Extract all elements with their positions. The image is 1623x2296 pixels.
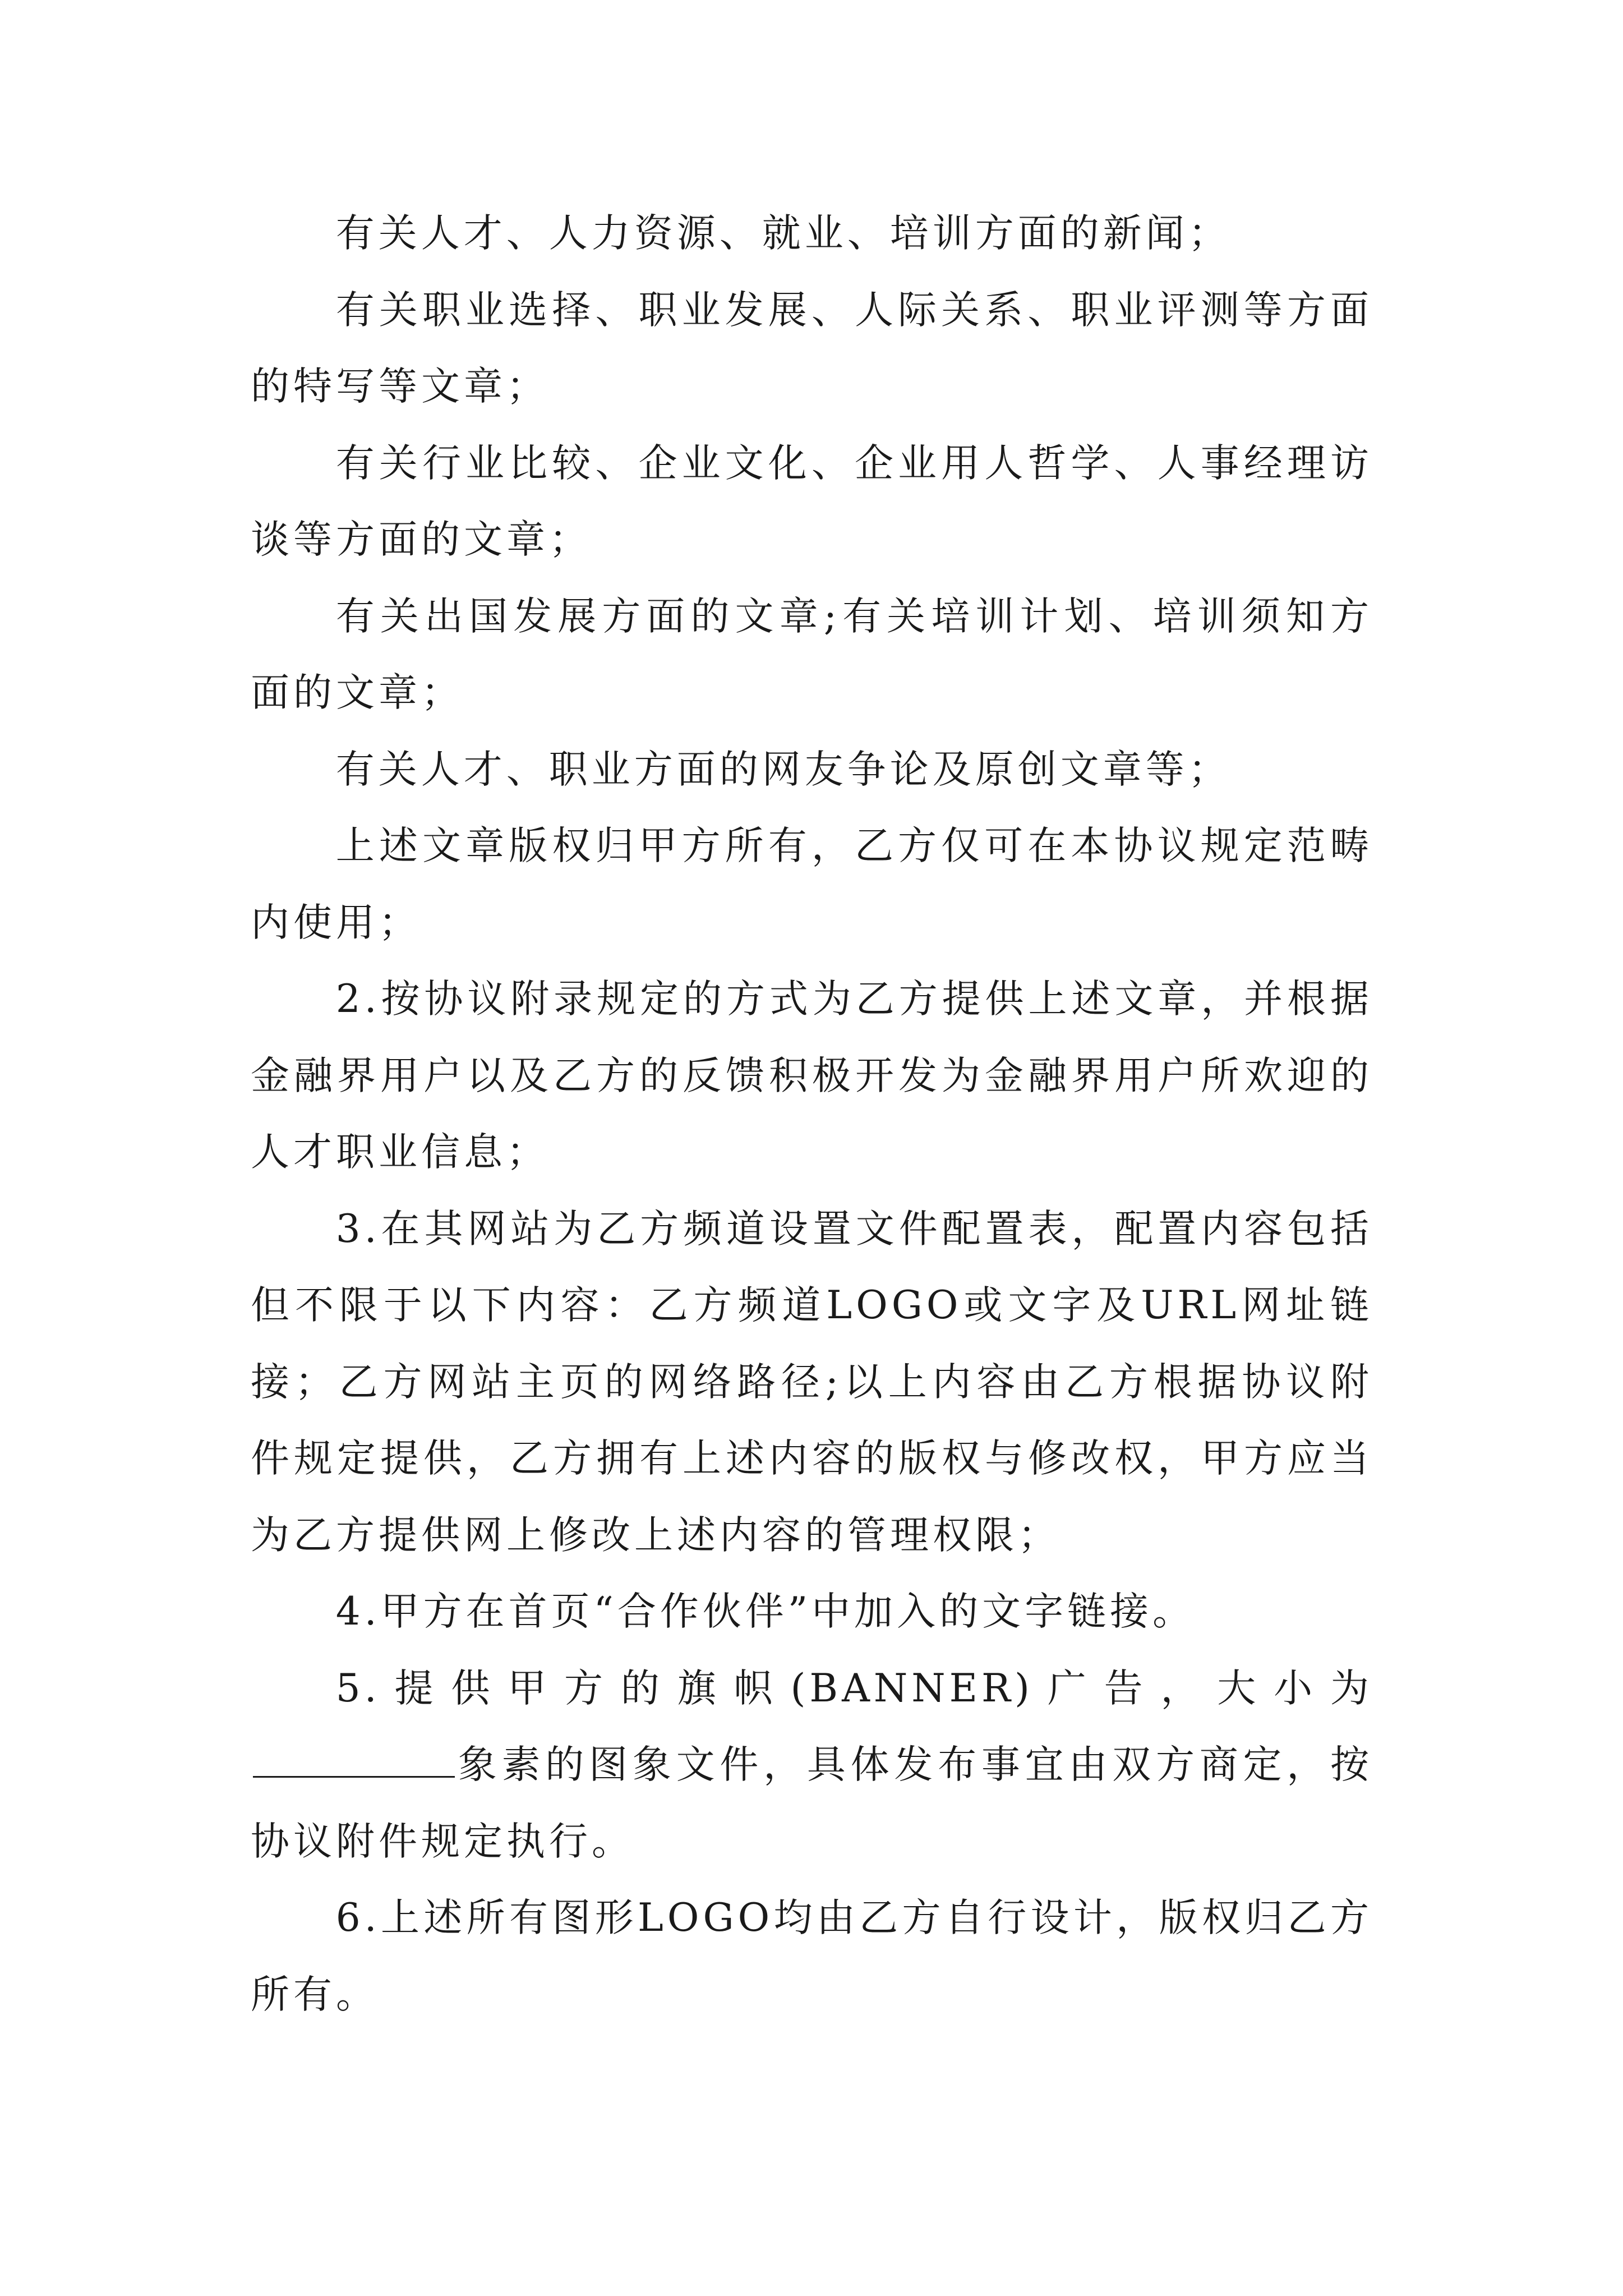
paragraph-overseas-training: 有关出国发展方面的文章;有关培训计划、培训须知方面的文章；	[251, 593, 1373, 715]
clause-5-text-after: 象素的图象文件，具体发布事宜由双方商定，按协议附件规定执行。	[251, 1742, 1373, 1864]
paragraph-clause-2: 2.按协议附录规定的方式为乙方提供上述文章，并根据金融界用户以及乙方的反馈积极开发为金融界用户所欢迎的人才职业信息；	[251, 977, 1373, 1175]
paragraph-clause-4: 4.甲方在首页“合作伙伴”中加入的文字链接。	[335, 1589, 1196, 1634]
document-body	[251, 195, 1373, 2033]
paragraph-clause-5	[251, 1650, 1373, 1880]
clause-5-text-before: 5.提供甲方的旗帜(BANNER)广告，大小为	[335, 1665, 1373, 1711]
paragraph-copyright: 上述文章版权归甲方所有，乙方仅可在本协议规定范畴内使用；	[251, 823, 1373, 945]
paragraph-clause-3: 3.在其网站为乙方频道设置文件配置表，配置内容包括但不限于以下内容：乙方频道LOGO或文字及URL网址链接；乙方网站主页的网络路径;以上内容由乙方根据协议附件规定提供，乙方拥有上述内容的版权与修改权，甲方应当为乙方提供网上修改上述内容的管理权限；	[251, 1206, 1373, 1558]
paragraph-industry-articles: 有关行业比较、企业文化、企业用人哲学、人事经理访谈等方面的文章；	[251, 440, 1373, 562]
size-blank-line	[253, 1741, 455, 1778]
paragraph-career-features: 有关职业选择、职业发展、人际关系、职业评测等方面的特写等文章；	[251, 287, 1373, 409]
paragraph-user-discussion: 有关人才、职业方面的网友争论及原创文章等；	[335, 747, 1231, 792]
paragraph-clause-6: 6.上述所有图形LOGO均由乙方自行设计，版权归乙方所有。	[251, 1895, 1373, 2017]
paragraph-talent-news: 有关人才、人力资源、就业、培训方面的新闻；	[335, 211, 1231, 256]
